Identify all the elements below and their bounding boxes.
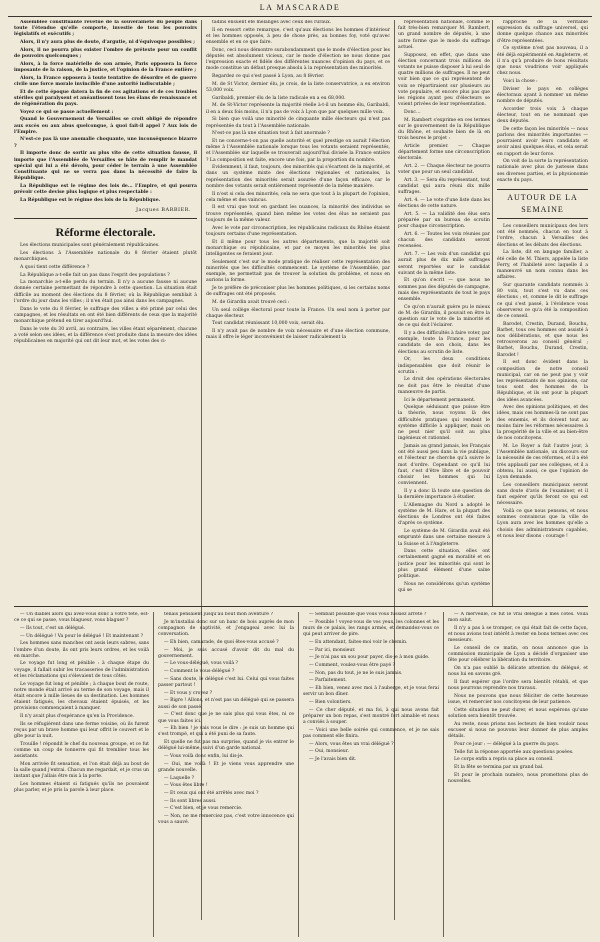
page-header <box>8 2 592 17</box>
column-4 <box>497 20 588 606</box>
feuilleton-column-4 <box>448 612 588 937</box>
article-paragraph: Garibaldi, premier élu de la liste radicale en a eu 68,000. <box>212 95 346 101</box>
article-paragraph: Alors, il ne pourra plus exister l'ombre de prétexte pour un conflit de pouvoirs quelconques ; <box>14 47 197 60</box>
article-heading: Réforme électorale. <box>55 225 156 240</box>
article-paragraph: — Eh bien ! je vais vous le dire : je suis un homme qui s'est trompé, et qui a été puni de sa faute. <box>158 726 294 738</box>
article-paragraph: — Non, ne me remerciez pas, c'est votre innocence qui vous a sauvé. <box>158 814 294 826</box>
article-paragraph: — Et ceux qui ont été arrêtés avec moi ? <box>164 791 259 797</box>
article-paragraph: rapproche de la véritable expression du suffrage universel, qui donne quelque chance aux minorités d'être représentées. <box>497 20 588 44</box>
article-paragraph: Et pour le prochain numéro, nous promettons plus de nouvelles. <box>448 772 588 784</box>
article-paragraph: A quoi tient cette différence ? <box>20 264 90 270</box>
article-paragraph: Trouille ! répondit le chef du nouveau groupe, et ce fut comme un coup de tonnerre qui fit trembler tous les assistants. <box>14 741 149 760</box>
article-paragraph: Dans cette situation, elles ont certainement gagné en moralité et en justice pour les minorités qui sont le plus grand élément d'une saine politique. <box>398 549 490 580</box>
article-paragraph: Dans le vote du 30 avril, au contraire, les villes étant séparément, chacune a voté selon ses idées, et la différence s'est produite dans la mesure des idées républicaines en majorité qui ont dit leur mot, et les votes des ci- <box>14 326 197 345</box>
article-paragraph: Quand le Gouvernement de Versailles se croit obligé de répondre aux excès ou aux abus quelconque, à quoi fait-il appel ? Aux lois de l'Empire. <box>14 117 197 135</box>
article-paragraph: Art. 6. — Toutes les voix réunies par chacun des candidats seront recensées. <box>398 232 490 250</box>
article-paragraph: Le voyage fut long et pénible : à chaque étape du voyage, il fallait subir les tracasseries de l'administration et les réclamations qui s'élevaient de tous côtés. <box>14 661 149 679</box>
article-paragraph: — Laquelle ? <box>164 775 195 781</box>
article-paragraph: Il importe donc de sortir au plus vite de cette situation fausse, il importe que l'Assemblée de Versailles se hâte de remplir le mandat spécial qui lui a été dévolu, pour céder le terrain à une Assemblée Constituante qui ne se verra pas dans la nécessité de faire la République. <box>14 151 197 182</box>
article-paragraph: — Moi, je suis accusé d'avoir dit du mal du gouvernement. <box>158 647 294 659</box>
article-paragraph: On n'a pas oublié la délicate attention du délégué, et nous lui en savons gré. <box>448 666 588 678</box>
article-paragraph: — Non, pas du tout, je ne le suis jamais. <box>309 670 403 676</box>
article-paragraph: Les hommes étaient si fatigués qu'ils ne pouvaient plus parler, et je pris la parole à leur place. <box>14 782 149 794</box>
article-paragraph: — Bien volontiers. <box>309 699 352 705</box>
article-paragraph: Nous ne considérons qu'un système qui se <box>398 581 490 593</box>
article-paragraph: Un seul collège électoral pour toute la France. Un seul nom à porter par chaque électeur. <box>206 307 390 319</box>
article-paragraph: — Et vous y croyez ? <box>164 690 213 696</box>
article-paragraph: Art. 3. — Sera élu représentant, tout candidat qui aura réuni dix mille suffrages. <box>398 177 490 196</box>
column-divider <box>443 612 444 937</box>
column-divider <box>153 612 154 937</box>
article-paragraph: Voyez ce qui se passe actuellement : <box>20 109 114 115</box>
article-paragraph: Tout candidat réunissant 10,000 voix, serait élu. <box>212 321 325 327</box>
article-paragraph: Je m'installai donc sur un banc de bois auprès de mon compagnon de captivité, et j'engageai avec lui la conversation. <box>158 619 294 638</box>
article-paragraph: tenais pensaient jusqu'au bout mon aventure ? <box>164 612 273 617</box>
article-paragraph: On voit de la sorte la représentation nationale avec plus de justesse dans ses diverses parties, et la physionomie exacte du pays. <box>497 159 588 183</box>
article-paragraph: Assemblée constituante revêtue de la souveraineté du peuple dans toute l'étendue qu'elle comporte, investie de tous les pouvoirs législatifs et exécutifs ; <box>14 20 197 38</box>
article-paragraph: Quelque séduisant que puisse être la théorie, nous voyons là des difficultés pratiques qui rendent le système difficile à appliquer, mais on ne peut nier qu'il soit au plus ingénieux et rationnel. <box>398 405 490 442</box>
article-paragraph: représentation nationale, comme le fait très-bien remarquer M. Rambert, un grand nombre de députés, à une autre forme que le mode du suffrage actuel. <box>398 20 490 50</box>
article-paragraph: Art. 2. — Chaque électeur ne pourra voter que pour un seul candidat. <box>398 163 490 176</box>
article-paragraph: Art. 7. — Les voix d'un candidat qui aurait plus de dix mille suffrages seront reportées sur le candidat suivant de la même liste. <box>398 252 490 276</box>
article-paragraph: Ce système n'est pas nouveau, il a été déjà expérimenté en Angleterre, et il n'a qu'à produire de bons résultats que nous voudrions voir appliqués chez nous. <box>497 46 588 77</box>
article-paragraph: Les conseillers municipaux seront sans doute d'avis de l'examiner, et il faut espérer qu'ils feront ce qui est nécessaire. <box>497 482 588 507</box>
article-paragraph: Il en ressort cette remarque, c'est qu'aux élections les hommes d'intérieur et les hommes opposés, à peu de chose près, au bonnes foy, voté qu'avec ensemble et en ce que faire. <box>206 27 390 46</box>
article-paragraph: — Vous voilà donc enfin, lui dis-je. <box>164 754 244 760</box>
article-paragraph: — Le vous-délégué, vous voilà ? <box>164 661 238 667</box>
article-paragraph: Les conseillers municipaux des lors ont été nommés, chacun en tout à l'ordre, chacun à Versailles des élections et les débats des élections. <box>497 224 588 248</box>
article-paragraph: Article premier. — Chaque département forme une circonscription électorale. <box>398 143 490 162</box>
article-paragraph: — Comment, voulez-vous être payé ? <box>309 662 395 668</box>
article-paragraph: Au reste, nous prions nos lecteurs de bien vouloir nous excuser si nous ne pouvons leur donner de plus amples détails. <box>448 721 588 740</box>
newspaper-title: LA MASCARADE <box>259 3 341 12</box>
article-paragraph: — Un délégué ! Va pour le délégué ! Et maintenant ? <box>20 633 144 639</box>
article-paragraph: — Vous êtes libre ! <box>164 783 208 789</box>
section-separator <box>14 218 197 219</box>
article-paragraph: — C'est bien, et je vous remercie. <box>164 806 243 812</box>
article-paragraph: Barodet, Crestin, Durand, Bouchu, Barbet, tous ces hommes ont assisté à nos délibérations, et que nous les retrouverons au conseil général ; Barbet, Bouchu, Durand, Crestin, Barodet ! <box>497 321 588 358</box>
article-paragraph: La monarchie a-t-elle perdu du terrain. Il n'y a aucune fausse ni aucune donnée certaine permettant de répondre à cette question. La situation était difficile au moment des élections du 8 février, où la République semblait à l'ordre du jour dans les villes ; il n'en était pas ainsi dans les campagnes. <box>14 280 197 304</box>
article-paragraph: La République a-t-elle fait un pas dans l'esprit des populations ? <box>20 272 170 278</box>
article-paragraph: Avec des opinions politiques, et des idées, mais ces hommes-là ne sont pas des ennemis, et ils doivent tout au moins faire les réformes nécessaires à la prospérité de la ville et au bien-être de nos concitoyens. <box>497 405 588 442</box>
article-paragraph: Et la fête se termina par un grand bal. <box>454 764 544 770</box>
article-paragraph: — Parfaitement. <box>309 678 347 684</box>
article-paragraph: Le conseil de ce matin, on nous annonce que la commission municipale de Lyon a décidé d'organiser une fête pour célébrer la libération du territoire. <box>448 646 588 664</box>
article-paragraph: Il est donc évident dans la composition de notre conseil municipal, car on ne peut pas y voir les représentants de nos opinions, car tous sont des hommes de la République, et ils ont pour la plupart des idées avancées. <box>497 360 588 403</box>
article-paragraph: La liste, dit en langage familier, a été celle de M. Thiers, appelée la liste Ferry, et l'habileté avec laquelle il a manœuvré un nom connu dans les affaires. <box>497 250 588 281</box>
article-paragraph: Or, les deux conditions indispensables que doit réunir le scrutin : <box>398 357 490 375</box>
article-paragraph: Donc… <box>404 109 421 115</box>
article-paragraph: Le voyage fut long et pénible ; à chaque bout de route, notre monde était arrivé au terme de son voyage, mais il était encore à mille lieues de sa destination. Les hommes étaient fatigués, les chevaux étaient épuisés, et les provisions commençaient à manquer. <box>14 681 149 712</box>
article-paragraph: — Ce cher député, et ma foi, à qui nous avons fait préparer un bon repas, s'est montré fort aimable et nous a conviés à souper. <box>303 707 439 726</box>
article-signature: Jacques BARBIER. <box>135 206 191 213</box>
article-paragraph: Nous ne pouvons que nous féliciter de cette heureuse issue, et remercier nos concitoyens de leur patience. <box>448 693 588 706</box>
article-paragraph: Le corps enfin a repris sa place au conseil. <box>454 757 554 763</box>
article-paragraph: Il est vrai que tout en gardant les nuances, la minorité des individus se trouve représentée, quand bien même les votes des élus ne seraient pas toujours de la même valeur. <box>206 205 390 223</box>
article-paragraph: Avec le vote par circonscription, les républicains radicaux du Rhône étaient toujours certains d'une représentation. <box>206 225 390 237</box>
article-paragraph: Il n'y avait plus d'espérance qu'en la Providence. <box>20 714 135 720</box>
article-paragraph: Art. 5. — La validité des élus sera préparée par un bureau de scrutin pour chaque circonscription. <box>398 211 490 230</box>
article-paragraph: — Ils sont libres aussi. <box>164 798 217 804</box>
article-paragraph: Pour ce jour : — délégué à la guerre du pays. <box>454 741 560 747</box>
article-paragraph: Dans le vote du 8 février, le suffrage des villes a été primé par celui des campagnes, et les résultats en ont été bien différents de ceux que la majorité monarchique prétend en tirer aujourd'hui. <box>14 306 197 324</box>
article-paragraph: tadins ensuent été mélangés avec ceux des ruraux. <box>212 20 332 25</box>
article-paragraph: M. Le Royer a fait l'autre jour, à l'Assemblée nationale, un discours sur la nécessité de ces réformes, et il a été très applaudi par ses collègues, et il a obtenu, lui aussi, ce que l'opinion de Lyon demande. <box>497 443 588 480</box>
column-divider <box>492 20 493 606</box>
article-paragraph: La République est le régime des lois de la République. <box>20 197 161 203</box>
article-paragraph: De cette façon les minorités — nous parlons des minorités importantes — pourraient avoir leurs candidats et avoir ainsi quelques élus, et cela serait en rapport de leur force. <box>497 126 588 157</box>
article-paragraph: N'est-ce pas là une situation tout à fait anormale ? <box>212 131 330 137</box>
article-paragraph: Jamais au grand jamais, les Français ont été aussi peu dans la vie publique, et l'électeur ne cherche qu'à suivre le mot d'ordre. Cependant ce qu'il lui faut, c'est d'être libre et de pouvoir choisir les hommes qui lui conviennent. <box>398 444 490 487</box>
article-paragraph: Seulement c'est sur le mode pratique de réaliser cette représentation des minorités que les difficultés commencent. Le système de l'Assemblée, par exemple, ne permettait pas de trouver la solution du problème, et nous en aurions la forme. <box>206 259 390 284</box>
article-paragraph: La République est le régime des lois de... l'Empire, et qui pourra prévoir cette devise plus logique et plus respectable : <box>14 183 197 196</box>
article-paragraph: Ce qu'on n'aurait guère pu le mieux de M. de Girardin, il pouvait en être la question sur le vote de la minorité et de ce qui doit l'éclairer. <box>398 304 490 329</box>
article-paragraph: Telle fut la réponse apportée aux questions posées. <box>454 749 574 755</box>
article-paragraph: — Je n'ai pas un sou pour payer, dis-je à mon guide. <box>309 655 430 661</box>
article-paragraph: Evidemment, il faut, toujours, des minorités qui s'écartent de la majorité, et dans un système mixte des élections régionales et nationales, la représentation des minorités serait assurée d'une façon efficace, car le nombre des votants serait entièrement représenté de la même manière. <box>206 165 390 189</box>
article-paragraph: Et ne concerne-t-on pas quelle autorité et quel prestige on aurait l'élection même à l'Assemblée nationale lorsque tous les votants seraient représentés, et l'Assemblée sur laquelle se trouverait aujourd'hui divisée la France entière ? La composition est faite, encore une fois, par la proportion du nombre. <box>206 138 390 163</box>
article-paragraph: Et de cette époque datera la fin de ces agitations et de ces troubles stériles qui paralysent et anéantissent tous les élans de renaissance et de régénération du pays. <box>14 89 197 107</box>
feuilleton-column-2 <box>158 612 294 937</box>
article-paragraph: Il n'est si cela des minorités, cela ne sera que tout à la plupart de l'opinion, cela même et des vaincus. <box>206 191 390 203</box>
article-paragraph: M. Rambert s'exprime en ces termes sur le gouvernement de la République du Rhône, et souhaite bien de là en trois heures le projet : <box>398 117 490 142</box>
article-paragraph: — A merveille, ce fut le vrai délégué à mes côtés. Voilà mon salut. <box>448 612 588 624</box>
column-1 <box>14 20 197 606</box>
article-paragraph: Et qu'on s'ecrit — que nous ne sommes pas des députés de campagne, mais des représentants de tout le pays ensemble. <box>398 278 490 303</box>
column-2 <box>206 20 390 606</box>
article-paragraph: Donc, ceci nous démontre surabondamment que le mode d'élection pour les députés est absolument vicieux, car le mode d'élection ne nous donne pas l'expression exacte et fidèle des différentes nuances d'opinion du pays, et ce mode constitue un défaut presque absolu à la représentation des minorités. <box>206 47 390 72</box>
article-paragraph: Alors, à la force matérielle de son armée, Paris opposera la force imposante de la raison, de la justice, et l'opinion de la France entière ; <box>14 61 197 73</box>
article-paragraph: Il n'y a pas à se tromper, ce qui était fait de cette façon, et nous avions tout intérêt à rester en bons termes avec ces messieurs. <box>448 625 588 644</box>
article-paragraph: Le droit des opérations électorales ne doit pas être le résultat d'une manœuvre de partis. <box>398 377 490 395</box>
article-paragraph: N'est-ce pas là une anomalie choquante, une inconséquence bizarre ? <box>14 137 197 149</box>
article-paragraph: — Eh bien, venez avec moi à l'auberge, et je vous ferai servir un bon dîner. <box>303 686 439 698</box>
article-paragraph: Diviser le pays en collèges électoraux ayant à nommer un même nombre de députés. <box>497 86 588 104</box>
article-paragraph: — Sans doute, le délégué c'est lui. Celui qui vous faites passer partout ! <box>158 676 294 689</box>
feuilleton-separator <box>14 606 588 607</box>
article-paragraph: Et quelle ne fut pas ma surprise, quand je vis entrer le délégué lui-même, suivi d'un garde national. <box>158 740 294 752</box>
article-paragraph: — Alors, vous êtes un vrai délégué ? <box>309 741 394 747</box>
article-paragraph: Il y a des difficultés à faire voter, par exemple, toute la France, pour les candidats de son choix, dans les élections au scrutin de liste. <box>398 331 490 355</box>
article-paragraph: — Comment le vous-délégué ? <box>164 669 235 675</box>
article-paragraph: Accorder trois voix à chaque électeur, tout en ne nommant que deux députés. <box>497 106 588 125</box>
article-paragraph: Voici la chose : <box>503 78 538 84</box>
article-paragraph: Les hommes sans manches ont assis leurs sabres, sans l'ombre d'un doute, ils ont pris leurs ordres, et les voilà en marche. <box>14 641 149 659</box>
article-paragraph: Il faut espérer que l'ordre sera bientôt rétabli, et que nous pourrons reprendre nos travaux. <box>448 680 588 692</box>
article-paragraph: Ici le département permanent. <box>404 397 476 403</box>
article-paragraph: — Voici une belle soirée qui commence, et je ne sais pas comment elle finira. <box>303 727 439 739</box>
article-paragraph: — En attendant, faites-moi voir le chemin. <box>309 639 408 645</box>
feuilleton-column-1 <box>14 612 149 937</box>
article-paragraph: Mon arrivée fit sensation, et l'on était déjà au bout de la salle quand j'entrai. Chacun me regardait, et je crus un instant que j'allais être mis à la porte. <box>14 761 149 780</box>
article-paragraph: Alors, la France opposera à toute tentative de désordre et de guerre civile une force morale invincible d'une autorité indiscutable ; <box>14 75 197 87</box>
article-paragraph: — Ils tout, c'est un délégué. <box>20 625 86 631</box>
article-paragraph: M. de Girardin avait trouvé ceci : <box>212 299 290 305</box>
article-paragraph: M. de St Victor, dernier élu, je crois, de la liste conservatrice, a eu environ 53,000 voix. <box>206 81 390 94</box>
article-paragraph: Et il même pour tous les autres départements, que la majorité soit monarchique ou républicaine, et par ce moyen les minorités les plus intelligentes se feraient jour. <box>206 239 390 257</box>
article-paragraph: — Je l'avais bien dit. <box>309 757 357 763</box>
article-paragraph: — C'est donc que je ne sais plus qui vous êtes, ni ce que vous faites ici. <box>158 712 294 724</box>
article-paragraph: Les élections municipales sont généralement républicaines. <box>20 243 160 249</box>
article-paragraph: L'Allemagne du Nord a adopté le système de M. Hare, et la plupart des élections de Londres ont été faites d'après ce système. <box>398 502 490 527</box>
feuilleton-column-3 <box>303 612 439 937</box>
article-paragraph: — Possible ! voyez-vous de vos yeux, les colonnes et les murs de ce palais, les rangs armés, et demandez-vous ce qui peut arriver de pire. <box>303 619 439 638</box>
article-paragraph: Sur quarante candidats nommés à 80 voix, tout s'est vu dans ces élections ; et, comme le dit le suffrage ce qui s'est passé, à l'évidence vous observerez ce qu'a été la composition de ce conseil. <box>497 282 588 319</box>
article-paragraph: Les élections à l'Assemblée nationale du 8 février étaient plutôt monarchiques. <box>14 250 197 263</box>
article-paragraph: Cette situation ne peut durer, et nous espérons qu'une solution sera bientôt trouvée. <box>448 707 588 720</box>
column-3 <box>398 20 490 606</box>
article-paragraph: — Oui, monsieur. <box>309 749 349 755</box>
article-paragraph: Si bien que voilà une minorité de cinquante mille électeurs qui n'est pas représentée du tout à l'Assemblée nationale. <box>206 117 390 129</box>
article-paragraph: — Eh bien, camarade, de quoi êtes-vous accusé ? <box>164 639 279 645</box>
article-paragraph: Regardez ce qui s'est passé à Lyon, au 8 février. <box>212 74 325 80</box>
article-paragraph: — Par ici, monsieur. <box>309 647 356 653</box>
article-paragraph: Voilà ce que nous pensons, et nous sommes convaincus que la ville de Lyon aura avec les hommes qu'elle a choisis des administrateurs capables, et nous leur disons : courage ! <box>497 509 588 539</box>
section-heading: AUTOUR DE LA SEMAINE <box>497 189 588 219</box>
article-paragraph: Il n'y avait pas de nombre de voix nécessaire et d'une élection commune, mais il offre le léger inconvénient de laisser radicalement la <box>206 329 390 341</box>
article-paragraph: — Bigre ! Allons, et n'est pas un délégué qui se passera aussi de son passé. <box>158 698 294 710</box>
article-paragraph: Art. 4. — Le vote d'une liste dans les élections de cette nature. <box>398 197 490 210</box>
article-paragraph: Il y a donc là toute une question de la dernière importance à étudier. <box>398 488 490 501</box>
article-paragraph: M. de St-Victor représente la majorité réelle à-t-il un homme élu, Garibaldi, il en a deux fois moins, il n'a pas de voix à Lyon que par quelques mille voix. <box>206 103 390 115</box>
article-paragraph: — Un diablel alors qui avez-vous donc à votre tête, est-ce ce qui se passe, vous blagueur, vous blaguer ? <box>14 612 149 624</box>
article-paragraph: Ils se réfugièrent dans une ferme voisine, où ils furent reçus par un brave homme qui leur offrit le couvert et le gîte pour la nuit. <box>14 721 149 740</box>
article-paragraph: — Sembait possible que vous vous fussiez arrêté ? <box>309 612 427 617</box>
article-paragraph: Je te préfère de préconiser plus les hommes politiques, si les certains noms de suffrages ont été proposés. <box>206 285 390 298</box>
article-paragraph: — Oui, me voilà ! Et je viens vous apprendre une grande nouvelle. <box>158 761 294 773</box>
article-paragraph: Le système de M. Girardin avait été emprunté dans une certaine mesure à la Suisse et à l'Angleterre. <box>398 529 490 547</box>
column-divider <box>298 612 299 937</box>
article-paragraph: Supposez, en effet, que dans une élection concernant trois millions de votants ne puisse disposer à lui seul de quatre millions de suffrages. Il ne peut voir bien que ce qui représentent de voix se répartiraient sur plusieurs au vote populaire, et encore plus pas que les régions ayant peu d'électeurs se voient privées de leur représentation. <box>398 52 490 108</box>
article-paragraph: Alors, il n'y aura plus de doute, d'argutie, ni d'équivoque possibles ; <box>20 40 195 46</box>
